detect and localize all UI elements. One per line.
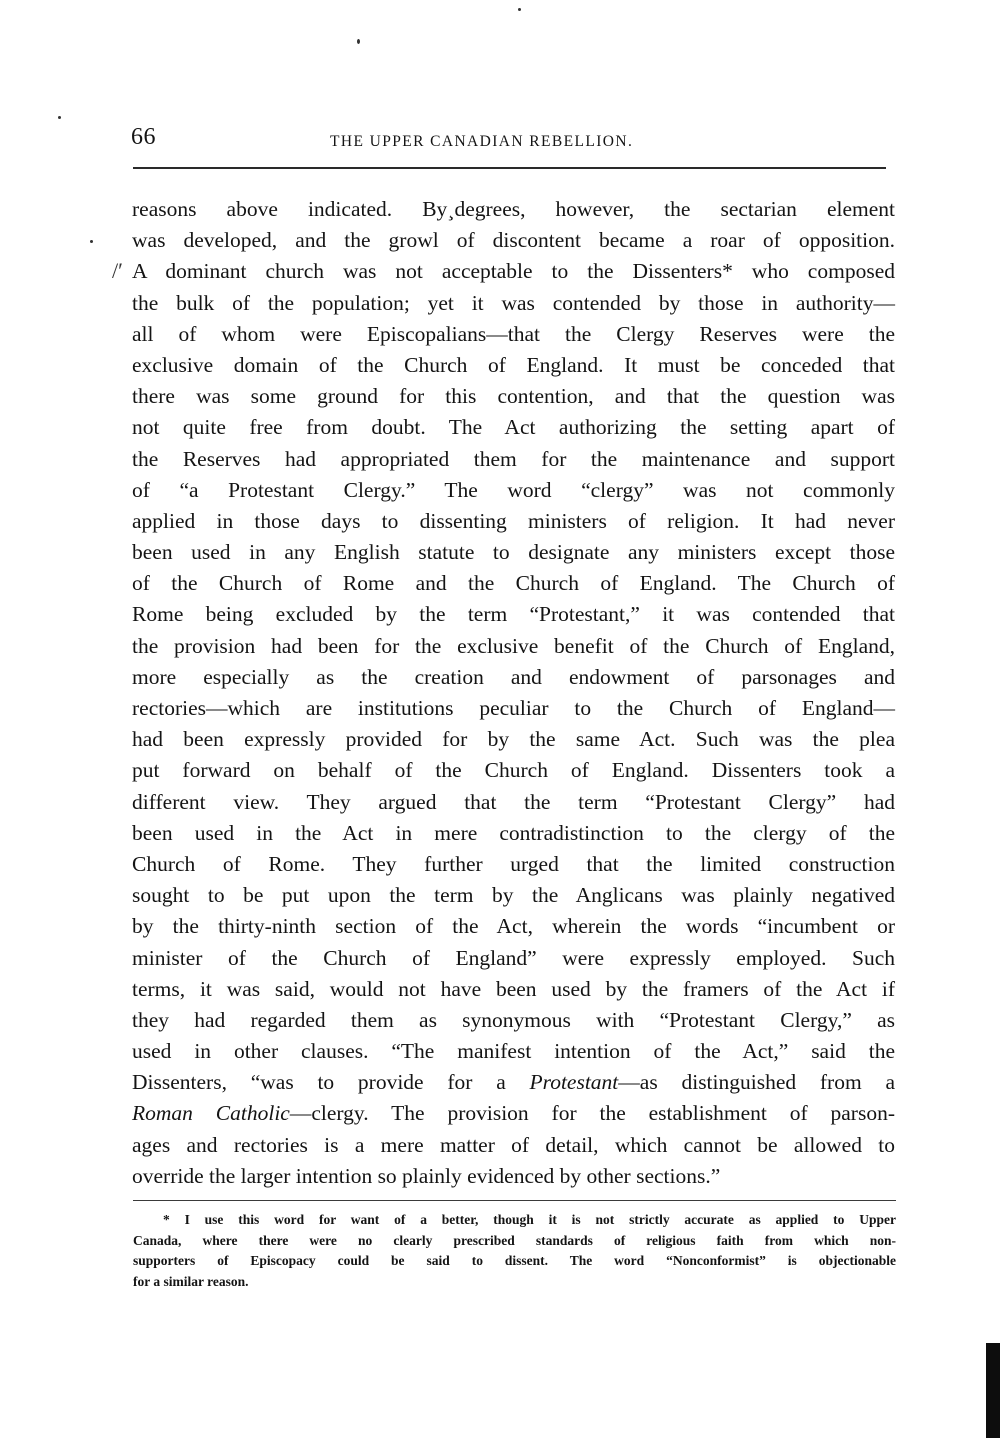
body-line-segment: —as distinguished from a xyxy=(618,1070,895,1095)
body-line: of the Church of Rome and the Church of England. The Church of xyxy=(132,571,895,596)
scan-speck xyxy=(518,8,521,11)
scan-edge-mark xyxy=(986,1343,1000,1438)
body-line: used in other clauses. “The manifest intention of the Act,” said the xyxy=(132,1039,895,1064)
body-line: rectories—which are institutions peculiar to the Church of England— xyxy=(132,696,895,720)
body-line: ages and rectories is a mere matter of detail, which cannot be allowed to xyxy=(132,1132,895,1157)
body-line: terms, it was said, would not have been used by the framers of the Act if xyxy=(132,976,895,1001)
body-line: the provision had been for the exclusive benefit of the Church of England, xyxy=(132,633,895,658)
scan-speck xyxy=(58,116,61,119)
body-text xyxy=(132,194,895,1192)
body-line: put forward on behalf of the Church of England. Dissenters took a xyxy=(132,758,895,783)
body-line-segment: Dissenters, “was to provide for a xyxy=(132,1070,530,1095)
body-line: been used in any English statute to designate any ministers except those xyxy=(132,540,895,565)
margin-annotation-mark: /′ xyxy=(112,258,123,283)
footnote-rule xyxy=(133,1200,896,1201)
body-line: more especially as the creation and endowment of parsonages and xyxy=(132,664,895,689)
body-line: had been expressly provided for by the same Act. Such was the plea xyxy=(132,727,895,752)
body-line: minister of the Church of England” were expressly employed. Such xyxy=(132,945,895,970)
italic-term-roman-catholic: Roman Catholic xyxy=(132,1101,290,1126)
footnote-line: * I use this word for want of a better, though it is not strictly accurate as applied to Upper xyxy=(163,1212,896,1227)
body-line: by the thirty-ninth section of the Act, wherein the words “incumbent or xyxy=(132,914,895,939)
body-line-segment: —clergy. The provision for the establishment of parson- xyxy=(289,1101,895,1126)
body-line: Church of Rome. They further urged that the limited construction xyxy=(132,851,895,876)
body-line: reasons above indicated. By¸degrees, however, the sectarian element xyxy=(132,197,895,221)
footnote-line: for a similar reason. xyxy=(133,1273,249,1289)
body-line: all of whom were Episcopalians—that the Clergy Reserves were the xyxy=(132,321,895,346)
italic-term-protestant: Protestant xyxy=(529,1070,619,1095)
footnote-line: Canada, where there were no clearly prescribed standards of religious faith from which non- xyxy=(133,1232,896,1248)
body-line: the Reserves had appropriated them for the maintenance and support xyxy=(132,446,895,471)
body-line: Rome being excluded by the term “Protestant,” it was contended that xyxy=(132,602,895,627)
body-line: A dominant church was not acceptable to the Dissenters* who composed xyxy=(132,259,895,284)
body-line: sought to be put upon the term by the Anglicans was plainly negatived xyxy=(132,883,895,908)
body-line: different view. They argued that the term “Protestant Clergy” had xyxy=(132,789,895,814)
body-line: been used in the Act in mere contradistinction to the clergy of the xyxy=(132,820,895,845)
scan-speck xyxy=(357,39,360,44)
body-line-with-italic xyxy=(132,1067,895,1098)
body-line: was developed, and the growl of discontent became a roar of opposition. xyxy=(132,228,895,253)
running-title: THE UPPER CANADIAN REBELLION. xyxy=(330,133,634,150)
body-line: override the larger intention so plainly evidenced by other sections.” xyxy=(132,1163,721,1188)
header-rule xyxy=(133,167,886,169)
body-line: not quite free from doubt. The Act authorizing the setting apart of xyxy=(132,415,895,440)
body-line: of “a Protestant Clergy.” The word “clergy” was not commonly xyxy=(132,477,895,502)
body-line: they had regarded them as synonymous with “Protestant Clergy,” as xyxy=(132,1007,895,1032)
footnote xyxy=(133,1210,896,1292)
body-line: exclusive domain of the Church of England. It must be conceded that xyxy=(132,352,895,377)
scan-speck xyxy=(90,240,93,243)
footnote-line: supporters of Episcopacy could be said to dissent. The word “Nonconformist” is objectionable xyxy=(133,1253,896,1268)
body-line: applied in those days to dissenting ministers of religion. It had never xyxy=(132,508,895,533)
page-number: 66 xyxy=(131,124,156,150)
body-line: there was some ground for this contention, and that the question was xyxy=(132,384,895,409)
body-line-with-italic xyxy=(132,1098,895,1129)
body-line: the bulk of the population; yet it was contended by those in authority— xyxy=(132,290,895,315)
